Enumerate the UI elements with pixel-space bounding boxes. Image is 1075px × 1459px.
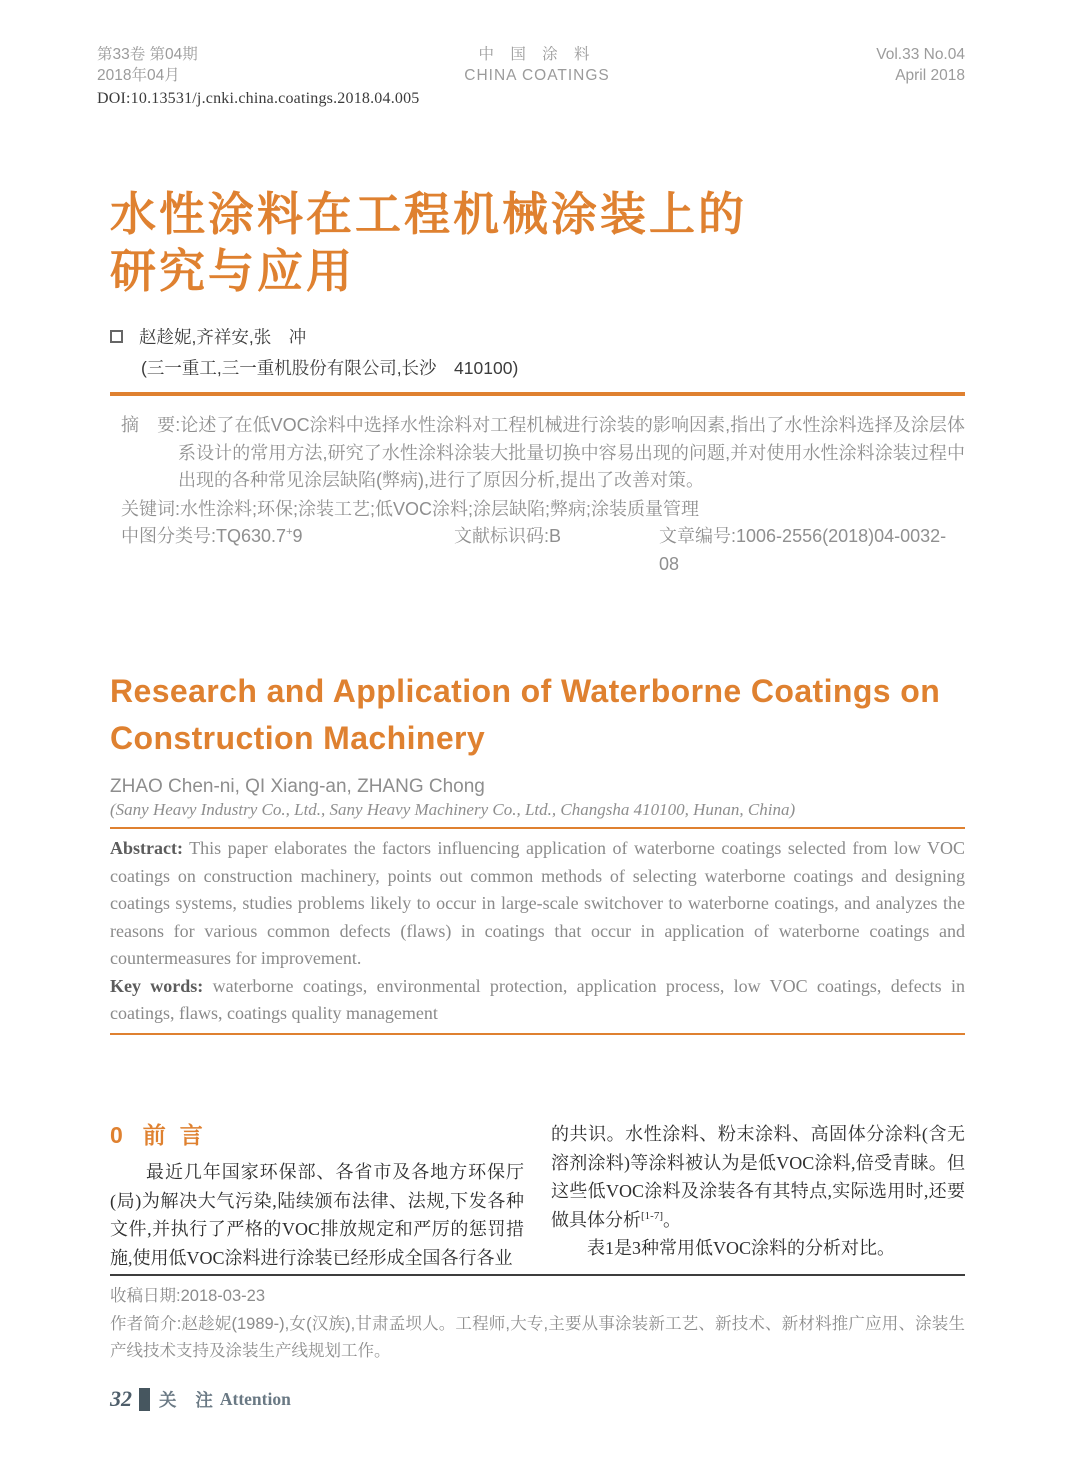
affiliation-cn: (三一重工,三一重机股份有限公司,长沙 410100)	[141, 358, 519, 378]
article-title-en-line2: Construction Machinery	[110, 720, 486, 756]
body-column-right	[551, 1120, 965, 1272]
journal-name-en: CHINA COATINGS	[464, 67, 610, 84]
orange-divider-bottom	[110, 1033, 965, 1035]
footnote-divider	[110, 1274, 965, 1276]
document-code: 文献标识码:B	[454, 526, 562, 546]
section-heading	[110, 1120, 524, 1150]
footer-bar-icon	[139, 1388, 150, 1411]
doi-line: DOI:10.13531/j.cnki.china.coatings.2018.04.005	[97, 90, 420, 107]
body-columns	[110, 1120, 965, 1272]
affiliation-en: (Sany Heavy Industry Co., Ltd., Sany Heavy Machinery Co., Ltd., Changsha 410100, Hunan, China)	[110, 800, 796, 819]
abstract-cn	[110, 412, 965, 495]
volume-issue-cn: 第33卷 第04期	[97, 46, 198, 63]
authors-cn: 赵趁妮,齐祥安,张 冲	[139, 327, 307, 347]
body-paragraph-right-2: 表1是3种常用低VOC涂料的分析对比。	[587, 1238, 896, 1258]
keywords-cn-text: 水性涂料;环保;涂装工艺;低VOC涂料;涂层缺陷;弊病;涂装质量管理	[180, 498, 700, 519]
journal-header	[97, 44, 965, 86]
abstract-en	[110, 835, 965, 973]
english-head-block	[110, 668, 965, 1035]
body-column-left	[110, 1120, 524, 1272]
page-footer	[110, 1386, 291, 1412]
clc-number: 中图分类号:TQ630.7+9	[121, 526, 303, 546]
orange-divider-thick	[110, 392, 965, 396]
footer-section-en: Attention	[219, 1388, 291, 1409]
article-title-cn	[110, 186, 965, 300]
keywords-cn	[110, 496, 965, 524]
abstract-en-text: This paper elaborates the factors influencing application of waterborne coatings selected from low VOC coatings on construction machinery, points out common methods of selecting waterborne coatings and designing coatings systems, studies problems likely to occur in large-scale switchover to waterborne coatings, and analyzes the reasons for various common defects (flaws) in coatings that occur in application of waterborne coatings and countermeasures for improvement.	[110, 838, 965, 968]
journal-name-cn: 中 国 涂 料	[478, 46, 596, 63]
keywords-en-label: Key words:	[110, 975, 204, 996]
body-paragraph-left: 最近几年国家环保部、各省市及各地方环保厅(局)为解决大气污染,陆续颁布法律、法规,下发各种文件,并执行了严格的VOC排放规定和严厉的惩罚措施,使用低VOC涂料进行涂装已经形成全国各行各业	[110, 1162, 524, 1268]
abstract-cn-text: 论述了在低VOC涂料中选择水性涂料对工程机械进行涂装的影响因素,指出了水性涂料选择及涂层体系设计的常用方法,研究了水性涂料涂装大批量切换中容易出现的问题,并对使用水性涂料涂装过程中出现的各种常见涂层缺陷(弊病),进行了原因分析,提出了改善对策。	[178, 415, 965, 490]
received-date-line: 收稿日期:2018-03-23	[110, 1287, 265, 1305]
section-number: 0	[110, 1122, 123, 1148]
section-title: 前言	[142, 1122, 217, 1148]
article-id: 文章编号:1006-2556(2018)04-0032-08	[659, 526, 947, 574]
keywords-en	[110, 973, 965, 1028]
author-bio-line: 作者简介:赵趁妮(1989-),女(汉族),甘肃孟坝人。工程师,大专,主要从事涂装新工艺、新技术、新材料推广应用、涂装生产线技术支持及涂装生产线规划工作。	[110, 1315, 965, 1360]
reference-superscript: [1-7]	[641, 1209, 663, 1222]
footnote-block	[110, 1274, 965, 1364]
abstract-cn-label: 摘 要:	[121, 415, 181, 435]
clc-superscript: +	[286, 526, 293, 538]
author-marker-icon	[110, 330, 123, 343]
classification-row	[110, 523, 965, 578]
journal-header-center	[464, 44, 609, 86]
article-title-cn-line1: 水性涂料在工程机械涂装上的	[110, 188, 747, 240]
journal-header-right	[876, 44, 965, 86]
keywords-cn-label: 关键词:	[121, 498, 181, 519]
authors-cn-row	[110, 324, 965, 349]
volume-issue-en: Vol.33 No.04	[876, 46, 965, 63]
authors-en: ZHAO Chen-ni, QI Xiang-an, ZHANG Chong	[110, 776, 485, 797]
article-title-en	[110, 668, 965, 762]
abstract-en-label: Abstract:	[110, 838, 183, 858]
page-number: 32	[110, 1386, 132, 1411]
orange-divider-top	[110, 827, 965, 829]
body-paragraph-right-continuation: 的共识。水性涂料、粉末涂料、高固体分涂料(含无溶剂涂料)等涂料被认为是低VOC涂料,倍受青睐。但这些低VOC涂料及涂装各有其特点,实际选用时,还要做具体分析[1-7]。	[551, 1124, 965, 1230]
date-en: April 2018	[895, 67, 965, 84]
journal-header-left	[97, 44, 198, 86]
article-title-cn-line2: 研究与应用	[110, 245, 355, 297]
chinese-head-block	[110, 186, 965, 578]
date-cn: 2018年04月	[97, 67, 180, 84]
keywords-en-text: waterborne coatings, environmental protection, application process, low VOC coatings, defects in coatings, flaws, coatings quality management	[110, 975, 965, 1023]
article-title-en-line1: Research and Application of Waterborne Coatings on	[110, 673, 941, 709]
footer-section-cn: 关 注	[159, 1389, 220, 1410]
